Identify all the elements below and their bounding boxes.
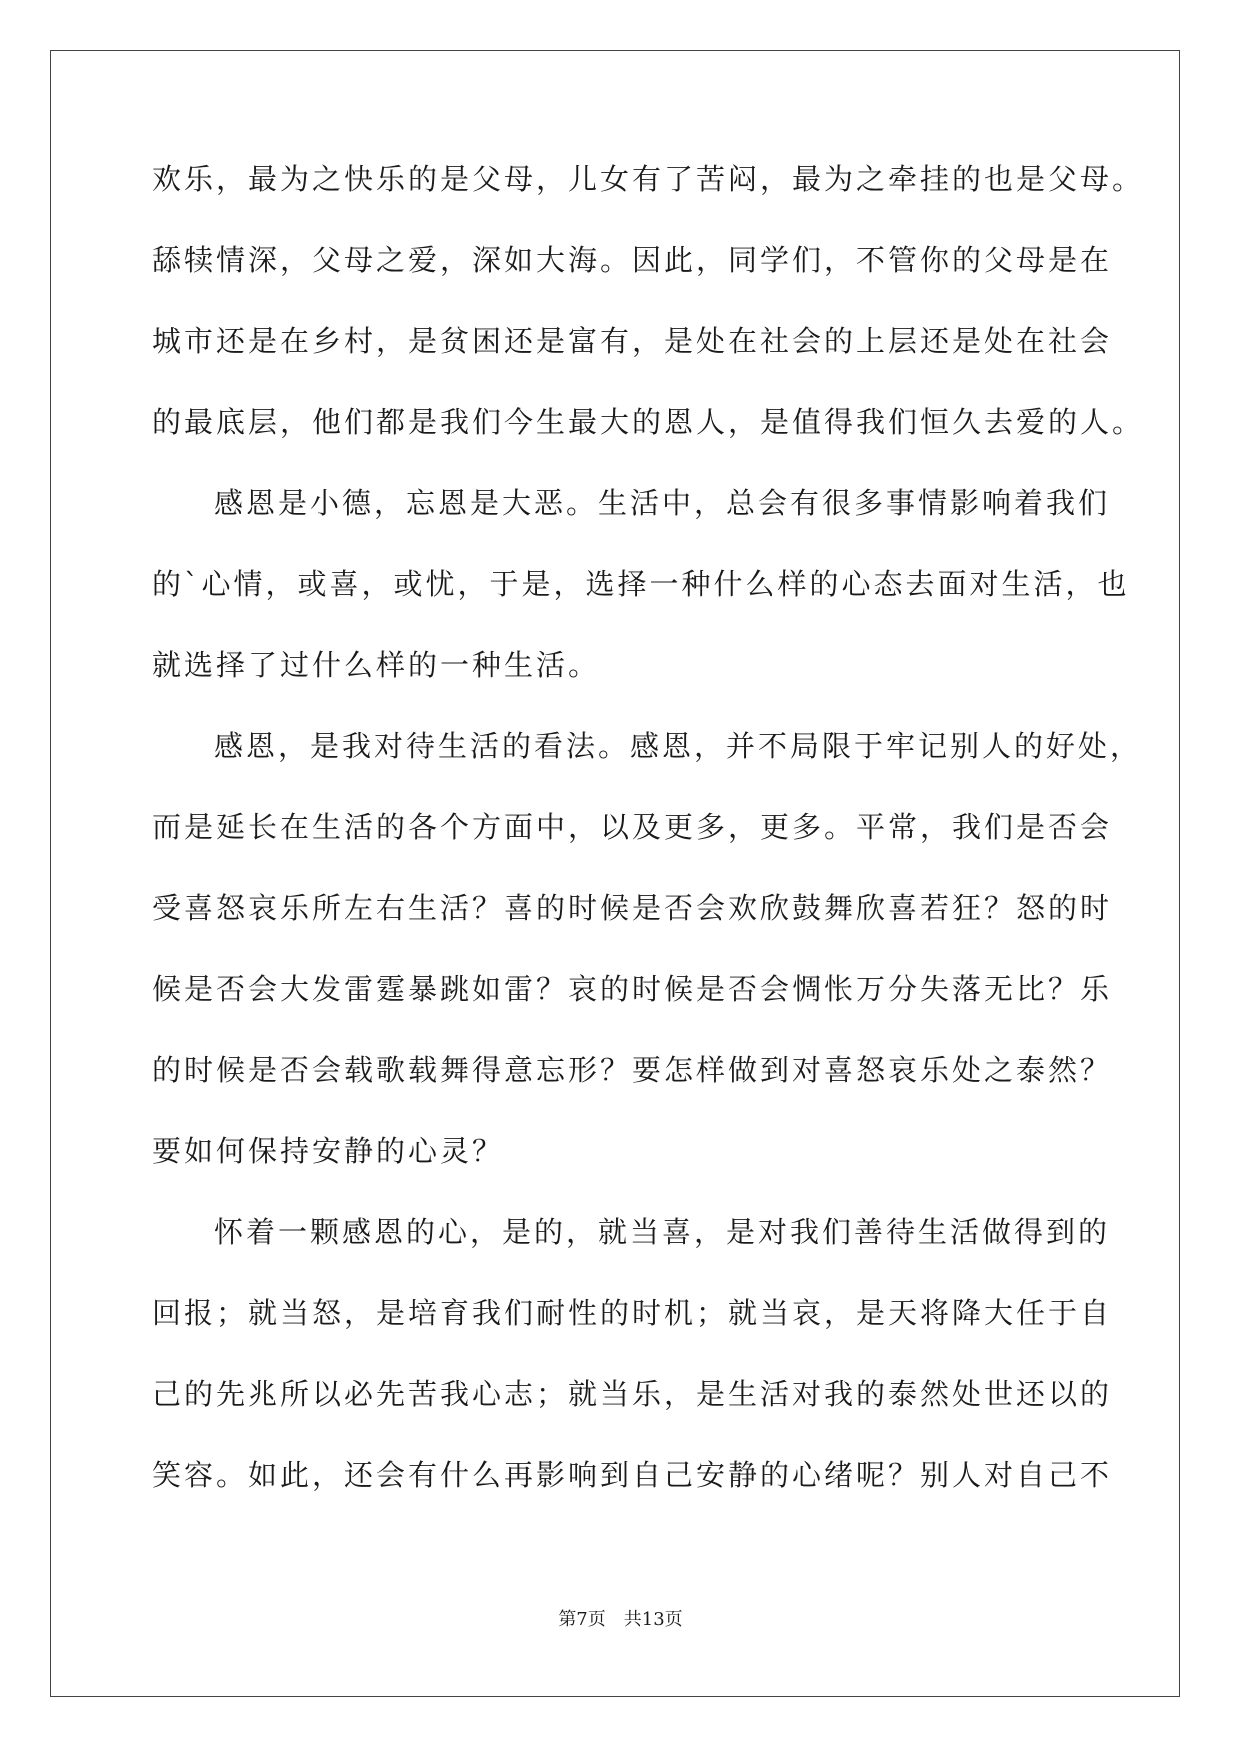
text-line: 欢乐，最为之快乐的是父母，儿女有了苦闷，最为之牵挂的也是父母。 xyxy=(152,162,1145,196)
text-line: 城市还是在乡村，是贫困还是富有，是处在社会的上层还是处在社会 xyxy=(152,324,1113,358)
page-total: 共13页 xyxy=(623,1609,683,1630)
text-line: 的`心情，或喜，或忧，于是，选择一种什么样的心态去面对生活，也 xyxy=(152,567,1130,601)
text-line: 而是延长在生活的各个方面中，以及更多，更多。平常，我们是否会 xyxy=(152,810,1113,844)
text-line: 的最底层，他们都是我们今生最大的恩人，是值得我们恒久去爱的人。 xyxy=(152,405,1145,439)
text-line: 笑容。如此，还会有什么再影响到自己安静的心绪呢？别人对自己不 xyxy=(152,1458,1113,1492)
paragraph-first-line: 怀着一颗感恩的心，是的，就当喜，是对我们善待生活做得到的 xyxy=(214,1215,1111,1249)
paragraph-first-line: 感恩，是我对待生活的看法。感恩，并不局限于牢记别人的好处， xyxy=(214,729,1143,763)
text-line: 受喜怒哀乐所左右生活？喜的时候是否会欢欣鼓舞欣喜若狂？怒的时 xyxy=(152,891,1113,925)
page-footer xyxy=(0,1608,1241,1632)
page-border xyxy=(50,50,1180,1697)
text-line: 候是否会大发雷霆暴跳如雷？哀的时候是否会惆怅万分失落无比？乐 xyxy=(152,972,1113,1006)
page-number: 第7页 xyxy=(558,1609,606,1630)
text-line: 舔犊情深，父母之爱，深如大海。因此，同学们，不管你的父母是在 xyxy=(152,243,1113,277)
paragraph-first-line: 感恩是小德，忘恩是大恶。生活中，总会有很多事情影响着我们 xyxy=(214,486,1111,520)
text-line: 要如何保持安静的心灵？ xyxy=(152,1134,505,1168)
text-line: 就选择了过什么样的一种生活。 xyxy=(152,648,601,682)
text-line: 己的先兆所以必先苦我心志；就当乐，是生活对我的泰然处世还以的 xyxy=(152,1377,1113,1411)
text-line: 回报；就当怒，是培育我们耐性的时机；就当哀，是天将降大任于自 xyxy=(152,1296,1113,1330)
text-line: 的时候是否会载歌载舞得意忘形？要怎样做到对喜怒哀乐处之泰然？ xyxy=(152,1053,1113,1087)
